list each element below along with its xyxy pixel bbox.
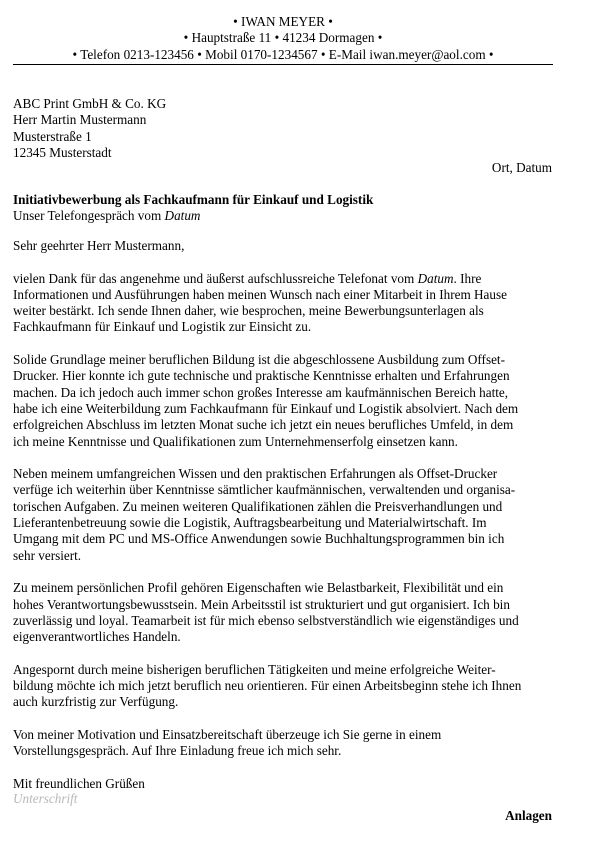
paragraph-3-line: torischen Aufgaben. Zu meinen weiteren Qualifikationen zählen die Preisverhandlungen und <box>13 498 503 514</box>
paragraph-3-line: verfüge ich weiterhin über Kenntnisse sämtlicher kaufmännischen, verwaltenden und organisa- <box>13 482 516 498</box>
recipient-city: 12345 Musterstadt <box>13 144 112 160</box>
paragraph-6-line: Vorstellungsgespräch. Auf Ihre Einladung freue ich mich sehr. <box>13 743 342 759</box>
paragraph-6 <box>13 727 553 760</box>
paragraph-1-date: Datum <box>417 270 454 286</box>
paragraph-5 <box>13 662 553 711</box>
paragraph-2 <box>13 352 553 450</box>
sender-name: • IWAN MEYER • <box>233 14 333 29</box>
paragraph-5-line: Angespornt durch meine bisherigen beruflichen Tätigkeiten und meine erfolgreiche Weiter- <box>13 661 496 677</box>
paragraph-1-line-3: weiter bestärkt. Ich sende Ihnen daher, wie besprochen, meine Bewerbungsunterlagen als <box>13 303 484 319</box>
recipient-company: ABC Print GmbH & Co. KG <box>13 96 167 111</box>
enclosures-label: Anlagen <box>505 808 552 823</box>
paragraph-2-line: machen. Da ich jedoch auch immer schon großes Interesse am kaufmännischen Bereich hatte, <box>13 384 509 400</box>
paragraph-3 <box>13 466 553 564</box>
paragraph-1-line-1 <box>13 271 553 287</box>
paragraph-4-line: zuverlässig und loyal. Teamarbeit ist für mich ebenso selbstverständlich wie eigenständiges und <box>13 612 519 628</box>
sender-contact: • Telefon 0213-123456 • Mobil 0170-1234567 • E-Mail iwan.meyer@aol.com • <box>72 46 494 62</box>
subject-reference-date: Datum <box>164 208 201 224</box>
paragraph-5-line: auch kurzfristig zur Verfügung. <box>13 694 179 710</box>
paragraph-1 <box>13 271 553 336</box>
sender-header <box>13 14 553 65</box>
signature-placeholder: Unterschrift <box>13 791 78 806</box>
recipient-address <box>13 96 413 161</box>
paragraph-2-line: ich meine Kenntnisse und Qualifikationen zum Unternehmenserfolg einsetzen kann. <box>13 433 458 449</box>
place-date: Ort, Datum <box>491 160 552 175</box>
paragraph-3-line: Neben meinem umfangreichen Wissen und den praktischen Erfahrungen als Offset-Drucker <box>13 466 498 482</box>
paragraph-1-line-2: Informationen und Ausführungen haben meinen Wunsch nach einer Mitarbeit in Ihrem Hause <box>13 286 507 302</box>
subject-block <box>13 192 553 225</box>
paragraph-4-line: Zu meinem persönlichen Profil gehören Eigenschaften wie Belastbarkeit, Flexibilität und ein <box>13 580 504 596</box>
paragraph-2-line: erfolgreichen Abschluss im letzten Monat suche ich jetzt ein neues berufliches Umfeld, in dem <box>13 417 514 433</box>
subject-reference <box>13 208 553 224</box>
subject-reference-prefix: Unser Telefongespräch vom <box>13 208 165 224</box>
subject-title: Initiativbewerbung als Fachkaufmann für Einkauf und Logistik <box>13 192 374 207</box>
paragraph-1-text-end: . Ihre <box>453 270 482 286</box>
paragraph-3-line: Umgang mit dem PC und MS-Office Anwendungen sowie Buchhaltungsprogrammen bin ich <box>13 531 505 547</box>
paragraph-1-text: vielen Dank für das angenehme und äußerst aufschlussreiche Telefonat vom <box>13 270 418 286</box>
paragraph-3-line: sehr versiert. <box>13 547 82 563</box>
paragraph-2-line: Solide Grundlage meiner beruflichen Bildung ist die abgeschlossene Ausbildung zum Offset- <box>13 352 505 368</box>
paragraph-2-line: habe ich eine Weiterbildung zum Fachkaufmann für Einkauf und Logistik absolviert. Nach dem <box>13 400 519 416</box>
paragraph-3-line: Lieferantenbetreuung sowie die Logistik, Auftragsbearbeitung und Materialwirtschaft. Im <box>13 515 487 531</box>
paragraph-4-line: hohes Verantwortungsbewusstsein. Mein Arbeitsstil ist strukturiert und gut organisiert. Ich bin <box>13 596 510 612</box>
salutation: Sehr geehrter Herr Mustermann, <box>13 238 185 253</box>
paragraph-6-line: Von meiner Motivation und Einsatzbereitschaft überzeuge ich Sie gerne in einem <box>13 726 442 742</box>
paragraph-1-line-4: Fachkaufmann für Einkauf und Logistik zur Einsicht zu. <box>13 319 312 335</box>
recipient-street: Musterstraße 1 <box>13 128 92 144</box>
paragraph-5-line: bildung möchte ich mich jetzt beruflich neu orientieren. Für einen Arbeitsbeginn stehe ich Ihnen <box>13 678 522 694</box>
sender-address: • Hauptstraße 11 • 41234 Dormagen • <box>183 30 383 46</box>
letter-body <box>13 238 553 808</box>
paragraph-4 <box>13 580 553 645</box>
paragraph-4-line: eigenverantwortliches Handeln. <box>13 629 181 645</box>
paragraph-2-line: Drucker. Hier konnte ich gute technische und praktische Kenntnisse erhalten und Erfahrungen <box>13 368 510 384</box>
closing: Mit freundlichen Grüßen <box>13 775 145 791</box>
recipient-person: Herr Martin Mustermann <box>13 112 147 128</box>
